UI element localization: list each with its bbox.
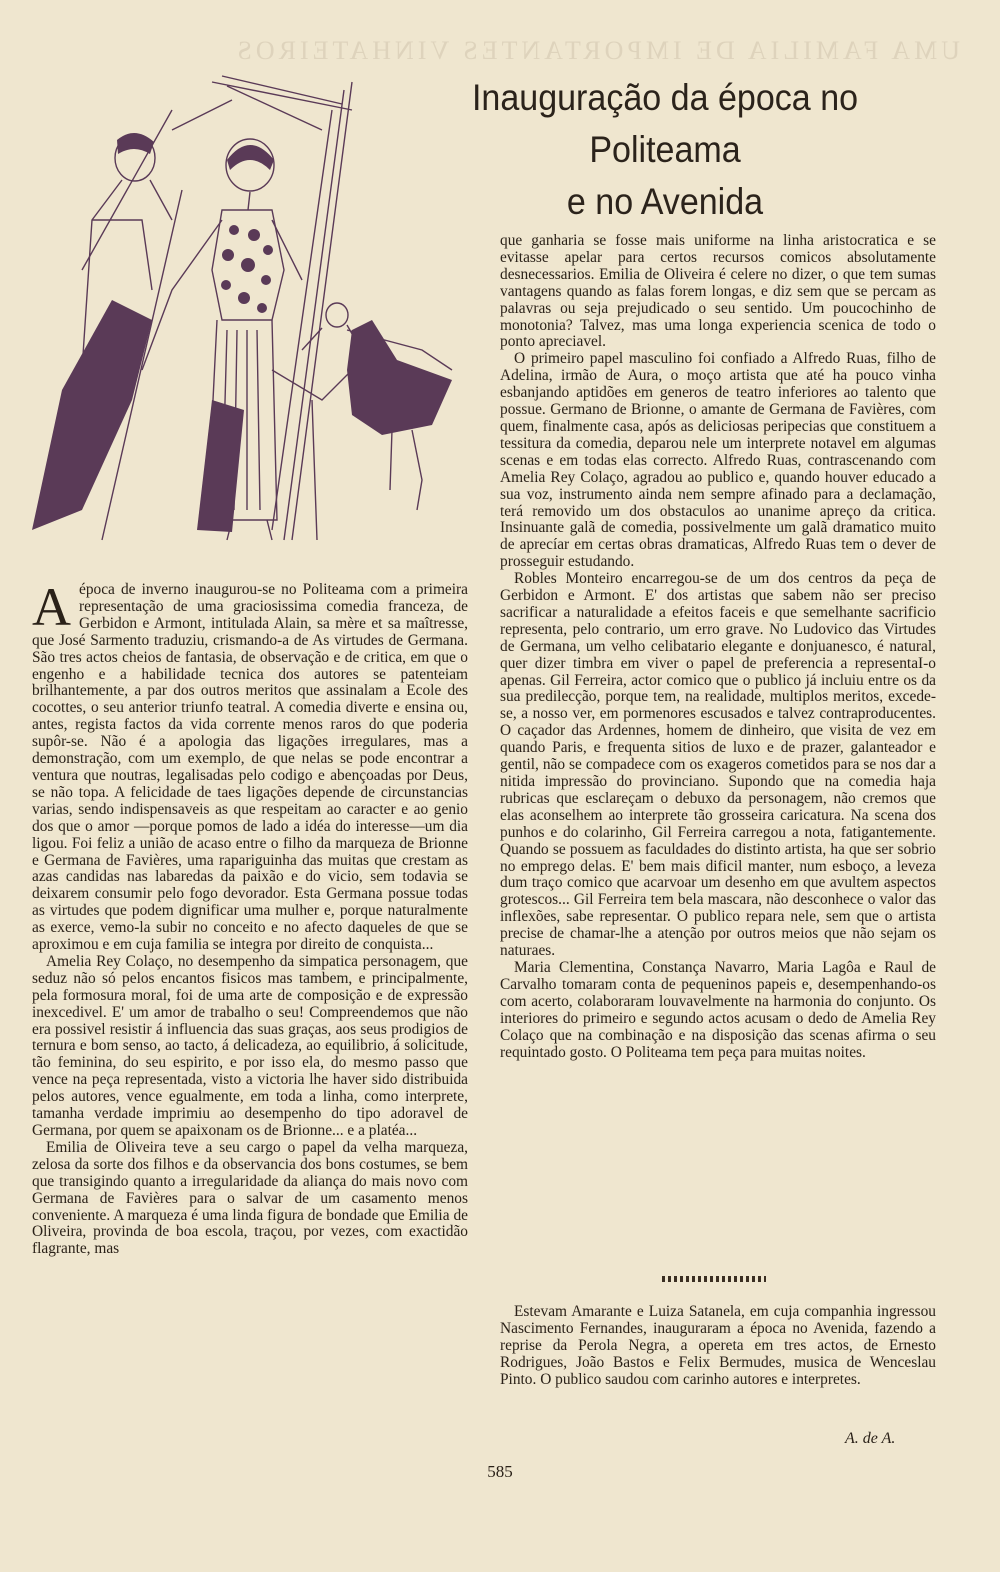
paragraph-avenida: Estevam Amarante e Luiza Satanela, em cuja companhia ingressou Nascimento Fernandes, inauguraram a época no Avenida, fazendo a reprise da Perola Negra, a opereta em tres actos, de Ernesto Rodrigues, João Bastos e Felix Bermudes, musica de Wenceslau Pinto. O publico saudou com carinho autores e interpretes.	[500, 1303, 936, 1388]
right-column	[500, 233, 936, 1061]
page-number: 585	[487, 1462, 513, 1481]
show-through-header: UMA FAMILIA DE IMPORTANTES VINHATEIROS	[233, 36, 960, 65]
section-divider	[662, 1276, 766, 1282]
author-signature: A. de A.	[845, 1430, 896, 1447]
opening-paragraph	[32, 577, 468, 954]
avenida-section	[500, 1304, 936, 1389]
article-headline	[394, 72, 937, 228]
left-column	[32, 577, 468, 1258]
opening-text: época de inverno inaugurou-se no Politeama com a primeira representação de uma graciosissima comedia franceza, de Gerbidon e Armont, intitulada Alain, sa mère et sa maîtresse, que José Sarmento traduziu, crismando-a de As virtudes de Germana. São tres actos cheios de fantasia, de observação e de critica, em que o engenho e a habilidade tecnica dos autores se patenteiam brilhantemente, a par dos outros meritos que assinalam a Ecole des cocottes, o seu anterior triunfo teatral. A comedia diverte e ensina ou, antes, regista factos da vida corrente menos raros do que poderia supôr-se. Não é a apologia das ligações irregulares, mas a demonstração, com um exemplo, de que nelas se pode encontrar a ventura que noutras, legalisadas pelo codigo e abençoadas por Deus, se não topa. A felicidade de taes ligações depende de circunstancias varias, sendo indispensaveis as que respeitam ao caracter e ao genio dos que o amor —porque pomos de lado a idéa do interesse—um dia ligou. Foi feliz a união de acaso entre o filho da marqueza de Brionne e Germana de Favières, uma rapariguinha das muitas que crestam as azas candidas nas labaredas da paixão e do vicio, sem todavia se deixarem consumir pelo fogo devorador. Esta Germana possue todas as virtudes que podem dignificar uma mulher e, porque naturalmente as exerce, vemo-la subir no conceito e no afecto daqueles de que se aproximou e em cuja familia se integra por direito de conquista...	[32, 581, 468, 954]
paragraph-cast: Maria Clementina, Constança Navarro, Maria Lagôa e Raul de Carvalho tomaram conta de pequeninos papeis e, desempenhando-os com acerto, colaboraram louvavelmente na harmonia do conjunto. Os interiores do primeiro e segundo actos acusam o dedo de Amelia Rey Colaço que na combinação e na disposição das scenas afirma o seu requintado gosto. O Politeama tem peça para muitas noites.	[500, 958, 936, 1061]
paragraph-continuation: que ganharia se fosse mais uniforme na linha aristocratica e se evitasse apelar para certos recursos comicos absolutamente desnecessarios. Emilia de Oliveira é celere no dizer, o que tem sumas vantagens quando as falas forem longas, e diz sem que se percam as palavras ou seja prejudicado o seu sentido. Um poucochinho de monotonia? Talvez, mas uma longa experiencia scenica de todo o ponto apreciavel.	[500, 232, 936, 351]
paragraph-robles: Robles Monteiro encarregou-se de um dos centros da peça de Gerbidon e Armont. E' dos artistas que sabem não ser preciso sacrificar a naturalidade a efeitos faceis e que semelhante sacrificio representa, pelo contrario, um erro grave. No Ludovico das Virtudes de Germana, um velho celibatario elegante e donjuanesco, é natural, quer dizer timbra em viver o papel de preferencia a representaI-o apenas. Gil Ferreira, actor comico que o publico já incluiu entre os da sua predilecção, porque tem, na realidade, multiplos meritos, excede-se, a nosso ver, em pormenores escusados e talvez contraproducentes. O caçador das Ardennes, homem de dinheiro, que visita de vez em quando Paris, e frequenta sitios de luxo e de prazer, galanteador e gentil, não se compadece com os exageros cometidos para se nos dar a nitida impressão do provinciano. Supondo que na comedia haja rubricas que esclareçam o debuxo da personagem, não cremos que elas aconselhem ao interprete tão grosseira caricatura. Na scena dos punhos e do colarinho, Gil Ferreira carregou a nota, fatigantemente. Quando se possuem as faculdades do distinto artista, ha que ser sobrio no emprego delas. E' bem mais dificil manter, num esboço, a leveza dum traço comico que acarvoar um desenho em que avultem aspectos grotescos... Gil Ferreira tem bela mascara, não desconhece o valor das inflexões, sabe representar. O publico repara nele, sem que o artista precise de chamar-lhe a atenção por outros meios que não sejam os naturaes.	[500, 570, 936, 960]
paragraph-ruas: O primeiro papel masculino foi confiado a Alfredo Ruas, filho de Adelina, irmão de Aura, o moço artista que até ha pouco vinha esbanjando aptidões em generos de teatro inferiores ao talento que possue. Germano de Brionne, o amante de Germana de Favières, com quem, finalmente casa, após as deliciosas peripecias que constituem a tessitura da comedia, deparou nele um interprete notavel em algumas scenas e em todas elas correcto. Alfredo Ruas, contrascenando com Amelia Rey Colaço, agradou ao publico e, quando houver educado a sua voz, instrumento ainda nem sempre afinado para a declamação, terá removido um dos obstaculos ao unanime apreço da critica. Insinuante galã de comedia, possivelmente um galã dramatico muito de aprecíar em certas obras dramaticas, Alfredo Ruas tem o dever de prosseguir estudando.	[500, 350, 936, 571]
paragraph-amelia: Amelia Rey Colaço, no desempenho da simpatica personagem, que seduz não só pelos encantos fisicos mas tambem, e principalmente, pela formosura moral, foi de uma arte de composição e de expressão inexcedivel. E' um amor de trabalho o seu! Compreendemos que não era possivel resistir á influencia das suas graças, aos seus prodigios de ternura e bom senso, ao tacto, á delicadeza, ao equilibrio, á solicitude, tão feminina, do seu espirito, e por isso ela, do mesmo passo que vence na peça representada, visto a victoria lhe haver sido distribuida pelos autores, vence egualmente, em toda a linha, como interprete, tamanha verdade imprimiu ao desempenho do tipo adoravel de Germana, por quem se apaixonam os de Brionne... e a platéa...	[32, 952, 468, 1139]
headline-line-2: e no Avenida	[566, 181, 764, 222]
paragraph-emilia: Emilia de Oliveira teve a seu cargo o papel da velha marqueza, zelosa da sorte dos filhos e da observancia dos bons costumes, se bem que transigindo quanto a irregularidade da aliança do mais novo com Germana de Favières para o salvar de um casamento menos conveniente. A marqueza é uma linda figura de bondade que Emilia de Oliveira, provinda de boa escola, traçou, por vezes, com exactidão flagrante, mas	[32, 1138, 468, 1258]
headline-line-1: Inauguração da época no Politeama	[471, 77, 859, 170]
drop-cap: A	[32, 577, 71, 637]
